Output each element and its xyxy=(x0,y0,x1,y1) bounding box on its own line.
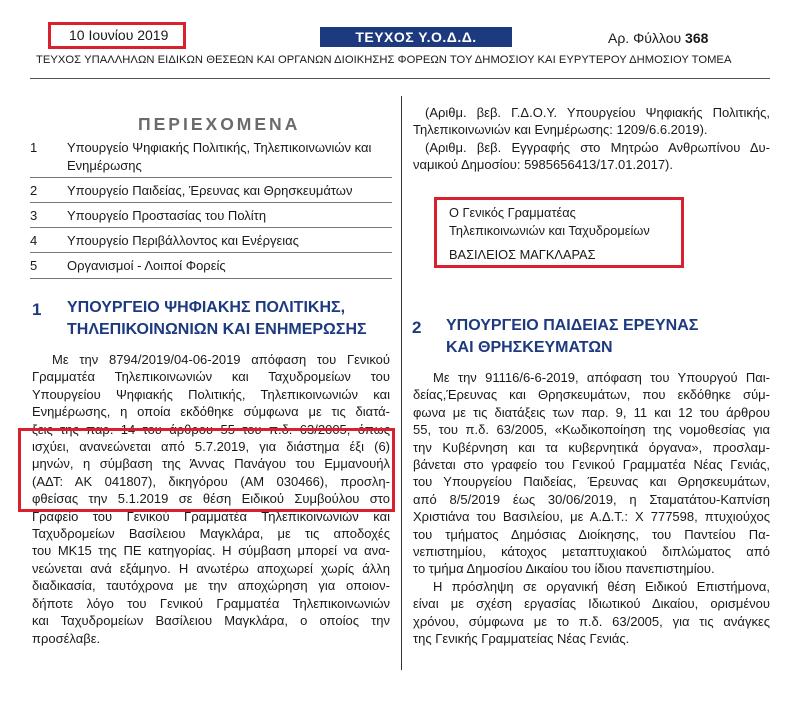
body-line: Με την 8794/2019/04-06-2019 απόφαση του Γενικού xyxy=(52,352,390,367)
toc-heading: ΠΕΡΙΕΧΟΜΕΝΑ xyxy=(138,114,301,134)
body-line: νεώνεται ανά εξάμηνο. Η ανωτέρω αποχωρεί χωρίς άλλη xyxy=(32,560,390,576)
body-line: Η πρόσληψη σε οργανική θέση Ειδικού Επιστήμονα, xyxy=(433,578,770,594)
issue-date: 10 Ιουνίου 2019 xyxy=(48,22,186,49)
toc-divider xyxy=(30,202,392,203)
section-1-number: 1 xyxy=(32,300,42,319)
body-line: ξεις της παρ. 14 του άρθρου 55 του π.δ. 63/2005, όπως xyxy=(32,421,390,437)
issue-series: ΤΕΥΧΟΣ Υ.Ο.Δ.Δ. xyxy=(320,27,512,47)
ref-line: (Αριθμ. βεβ. Γ.Δ.Ο.Υ. Υπουργείου Ψηφιακής Πολιτικής, xyxy=(425,105,770,120)
signature-title: Ο Γενικός Γραμματέας xyxy=(449,205,576,220)
ref-line: (Αριθμ. βεβ. Εγγραφής στο Μητρώο Ανθρωπίνου Δυ- xyxy=(425,139,770,155)
signature-name: ΒΑΣΙΛΕΙΟΣ ΜΑΓΚΛΑΡΑΣ xyxy=(449,247,596,262)
body-line: του ΜΚ15 της ΠΕ κατηγορίας. Η σύμβαση μπορεί να ανα- xyxy=(32,543,390,559)
body-line: φωνα με τις διατάξεις των παρ. 9, 11 και 12 του άρθρου xyxy=(413,404,770,420)
toc-item-label: Υπουργείο Προστασίας του Πολίτη xyxy=(67,208,267,223)
body-line: είναι με σχέση εργασίας Ιδιωτικού Δικαίου, ορισμένου xyxy=(413,596,770,612)
body-line: την Κυβέρνηση και τα κυβερνητικά όργανα», προσλαμ- xyxy=(413,439,770,455)
toc-item-number: 1 xyxy=(30,140,38,155)
toc-item-label: Υπουργείο Παιδείας, Έρευνας και Θρησκευμάτων xyxy=(67,183,353,198)
section-2-title-line: ΥΠΟΥΡΓΕΙΟ ΠΑΙΔΕΙΑΣ ΕΡΕΥΝΑΣ xyxy=(446,317,699,334)
section-2-number: 2 xyxy=(412,318,422,337)
body-line: από 8/5/2019 έως 30/06/2019, η Σταματάτου-Καπνίση xyxy=(413,491,770,507)
signature-department: Τηλεπικοινωνιών και Ταχυδρομείων xyxy=(449,223,650,238)
toc-item-number: 5 xyxy=(30,258,38,273)
body-line: διαδικασία, ταυτόχρονα με την αποχώρηση για οποιον- xyxy=(32,578,390,594)
section-1-title-line: ΥΠΟΥΡΓΕΙΟ ΨΗΦΙΑΚΗΣ ΠΟΛΙΤΙΚΗΣ, xyxy=(67,299,346,316)
body-line: μηνών, η σύμβαση της Άννας Πανάγου του Εμμανουήλ xyxy=(32,456,390,472)
ref-line: ναμικού Δημοσίου: 5985656413/17.01.2017). xyxy=(413,157,673,173)
body-line: χρόνου, σύμφωνα με το π.δ. 63/2005, για τις ανάγκες xyxy=(413,613,770,629)
body-line: 55, του π.δ. 63/2005, «Κωδικοποίηση της νομοθεσίας για xyxy=(413,422,770,438)
body-line: Με την 91116/6-6-2019, απόφαση του Υπουργού Παι- xyxy=(433,370,770,385)
body-line: βάνεται στο γραφείο του Γενικού Γραμματέα Νέας Γενιάς, xyxy=(413,457,770,473)
issue-subtitle: ΤΕΥΧΟΣ ΥΠΑΛΛΗΛΩΝ ΕΙΔΙΚΩΝ ΘΕΣΕΩΝ ΚΑΙ ΟΡΓΑΝΩΝ ΔΙΟΙΚΗΣΗΣ ΦΟΡΕΩΝ ΤΟΥ ΔΗΜΟΣΙΟΥ ΚΑΙ ΕΥΡΥΤΕΡΟΥ ΔΗΜΟΣΙΟΥ ΤΟΜΕΑ xyxy=(36,54,732,66)
highlight-box xyxy=(18,428,395,512)
body-line: Γραφείο του Γενικού Γραμματέα Τηλεπικοινωνιών και xyxy=(32,508,390,524)
toc-divider xyxy=(30,177,392,178)
body-line: νεπιστημίου, κάτοχος μεταπτυχιακού διπλώματος από xyxy=(413,544,770,560)
body-line: Ενημέρωσης, η οποία εκδόθηκε σύμφωνα με τις διατά- xyxy=(32,404,390,420)
toc-item-number: 4 xyxy=(30,233,38,248)
sheet-number: 368 xyxy=(685,30,709,46)
body-line: Υπουργείου Ψηφιακής Πολιτικής, Τηλεπικοινωνιών και xyxy=(32,386,390,402)
signature-block xyxy=(434,197,684,268)
section-2-title-line: ΚΑΙ ΘΡΗΣΚΕΥΜΑΤΩΝ xyxy=(446,339,613,356)
sheet-number-label xyxy=(608,28,708,48)
toc-item-label: Υπουργείο Περιβάλλοντος και Ενέργειας xyxy=(67,233,299,248)
toc-divider xyxy=(30,227,392,228)
body-line: (ΑΔΤ: ΑΚ 041807), δικηγόρου (ΑΜ 030466), προσλη- xyxy=(32,473,390,489)
section-2-title xyxy=(446,315,698,359)
body-line: Γραμματέα Τηλεπικοινωνιών και Ταχυδρομείων του xyxy=(32,369,390,385)
body-line: το τμήμα Δημοσίου Δικαίου του ίδιου πανεπιστημίου. xyxy=(413,561,715,577)
column-divider xyxy=(401,96,402,670)
toc-item[interactable] xyxy=(30,139,392,175)
body-line: της Γενικής Γραμματείας Νέας Γενιάς. xyxy=(413,631,630,647)
body-line: δείας,Έρευνας και Θρησκευμάτων, που εκδόθηκε σύμ- xyxy=(413,387,770,403)
toc-item-number: 2 xyxy=(30,183,38,198)
body-line: του τμήματος Δημόσιας Διοίκησης, του Παντείου Πα- xyxy=(413,526,770,542)
body-line: προσέλαβε. xyxy=(32,630,101,646)
toc-divider xyxy=(30,278,392,279)
section-1-title-line: ΤΗΛΕΠΙΚΟΙΝΩΝΙΩΝ ΚΑΙ ΕΝΗΜΕΡΩΣΗΣ xyxy=(67,321,367,338)
toc-item-label: Οργανισμοί - Λοιποί Φορείς xyxy=(67,258,226,273)
sheet-label: Αρ. Φύλλου xyxy=(608,30,682,46)
certificate-refs xyxy=(413,104,770,174)
body-line: φθείσας την 5.1.2019 σε θέση Ειδικού Συμβούλου στο xyxy=(32,491,390,507)
body-line: δήποτε λόγο του Γενικού Γραμματέα Τηλεπικοινωνιών xyxy=(32,595,390,611)
toc-divider xyxy=(30,252,392,253)
section-1-title xyxy=(67,297,367,341)
section-2-body xyxy=(413,369,770,648)
toc-item-number: 3 xyxy=(30,208,38,223)
toc-item-label: Υπουργείο Ψηφιακής Πολιτικής, Τηλεπικοινωνιών και Ενημέρωσης xyxy=(67,140,372,173)
ref-line: Τηλεπικοινωνιών και Ενημέρωσης: 1209/6.6.2019). xyxy=(413,122,708,138)
body-line: του Υπουργείου Παιδείας, Έρευνας και Θρησκευμάτων, xyxy=(413,474,770,490)
body-line: και Ταχυδρομείων Βασίλειου Μαγκλάρα, ο οποίος την xyxy=(32,613,390,629)
body-line: Ταχυδρομείων Βασίλειου Μαγκλάρα, με τις αποδοχές xyxy=(32,526,390,542)
body-line: ισχύει, ανανεώνεται από 5.7.2019, για διάστημα έξι (6) xyxy=(32,439,390,455)
body-line: Χριστιάνα του Βασιλείου, με Α.Δ.Τ.: Χ 777598, πτυχιούχος xyxy=(413,509,770,525)
header-rule xyxy=(30,78,770,79)
